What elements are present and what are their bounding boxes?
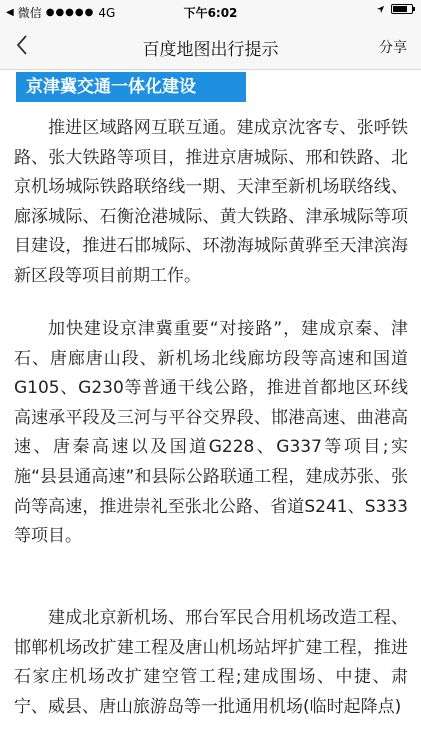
signal-strength-icon: ●●●●● [45, 7, 95, 18]
carrier-label[interactable]: 微信 [17, 6, 42, 20]
battery-icon [391, 4, 413, 14]
article-content[interactable] [0, 70, 421, 750]
network-type: 4G [98, 5, 116, 20]
share-button[interactable]: 分享 [379, 40, 407, 56]
page-title: 百度地图出行提示 [142, 40, 279, 60]
location-arrow-icon [376, 5, 385, 14]
back-to-app-icon[interactable]: ◀ [6, 7, 14, 18]
section-header: 京津冀交通一体化建设 [16, 72, 246, 102]
status-bar [0, 0, 421, 22]
status-right [376, 4, 413, 14]
paragraph-highway: 加快建设京津冀重要“对接路”，建成京秦、津石、唐廊唐山段、新机场北线廊坊段等高速和国道G105、G230等普通干线公路，推进首都地区环线高速承平段及三河与平谷交界段、邯港高速、曲港高速、唐秦高速以及国道G228、G337等项目;实施“县县通高速”和县际公路联通工程，建成苏张、张尚等高速，推进崇礼至张北公路、省道S241、S333等项目。 [14, 319, 408, 547]
paragraph-airport: 建成北京新机场、邢台军民合用机场改造工程、邯郸机场改扩建工程及唐山机场站坪扩建工程，推进石家庄机场改扩建空管工程;建成围场、中捷、肃宁、威县、唐山旅游岛等一批通用机场(临时起降点) [14, 608, 408, 717]
status-time: 下午6:02 [183, 6, 238, 20]
paragraph-rail: 推进区域路网互联互通。建成京沈客专、张呼铁路、张大铁路等项目，推进京唐城际、邢和铁路、北京机场城际铁路联络线一期、天津至新机场联络线、廊涿城际、石衡沧港城际、黄大铁路、津承城际等项目建设，推进石邯城际、环渤海城际黄骅至天津滨海新区段等项目前期工作。 [14, 118, 408, 286]
nav-bar [0, 22, 421, 70]
